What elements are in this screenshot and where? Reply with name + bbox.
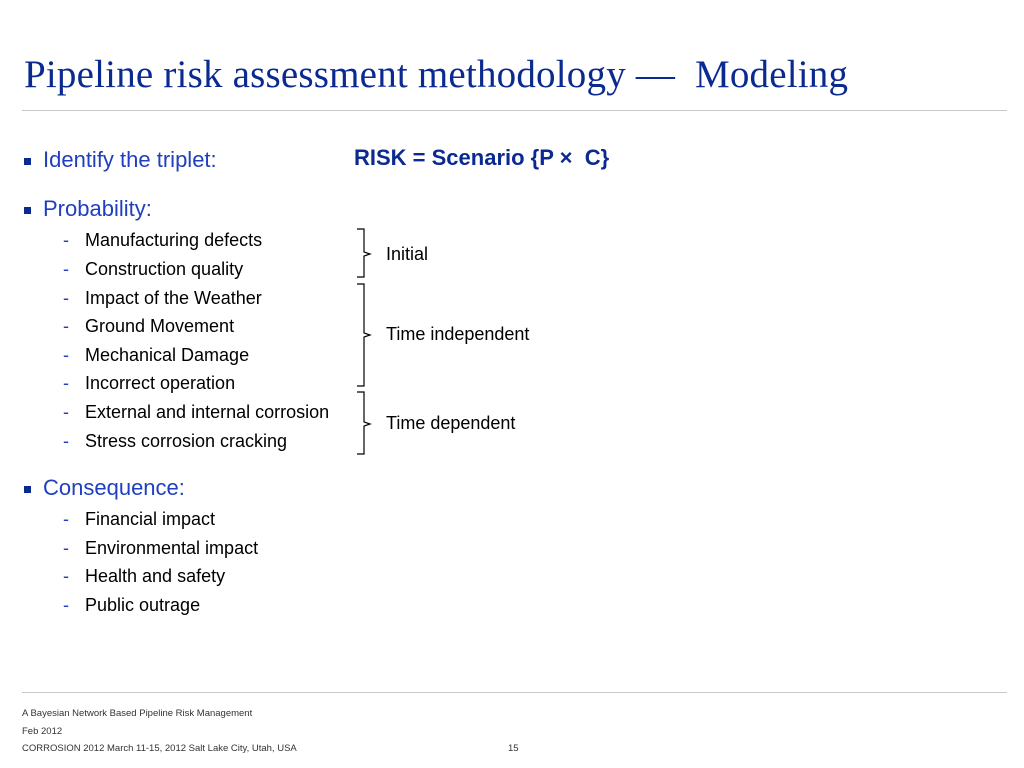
list-item-text: Stress corrosion cracking [85,431,288,451]
bullet-consequence [24,475,185,501]
list-item: - Health and safety [63,566,226,586]
list-item: - Construction quality [63,259,244,279]
page-number: 15 [508,743,519,754]
list-item: - Environmental impact [63,538,259,558]
list-item-text: Ground Movement [85,316,235,336]
bullet-square-icon [24,158,31,165]
list-item: - Manufacturing defects [63,230,263,250]
list-item-text: Public outrage [85,595,201,615]
bullet-probability [24,196,152,222]
list-item-text: Construction quality [85,259,244,279]
list-item-text: Environmental impact [85,538,259,558]
list-item-text: Manufacturing defects [85,230,263,250]
list-item: - Ground Movement [63,316,235,336]
list-item-text: Health and safety [85,566,226,586]
slide-title: Pipeline risk assessment methodology — Modeling [24,53,849,96]
list-item: - Impact of the Weather [63,288,262,308]
list-item-text: Financial impact [85,509,216,529]
bullet-label: Consequence: [43,475,185,500]
list-item-text: Incorrect operation [85,373,236,393]
list-item: - Incorrect operation [63,373,236,393]
list-item: - Public outrage [63,595,201,615]
list-item: - Stress corrosion cracking [63,431,288,451]
footer-conference: CORROSION 2012 March 11-15, 2012 Salt Lake City, Utah, USA [22,743,297,754]
list-item-text: External and internal corrosion [85,402,330,422]
risk-formula: RISK = Scenario {P × C} [354,145,610,170]
list-item-text: Mechanical Damage [85,345,250,365]
bullet-label: Probability: [43,196,152,221]
footer-divider [22,692,1007,693]
footer-presentation-title: A Bayesian Network Based Pipeline Risk Management [22,708,253,719]
group-label-initial: Initial [386,244,429,264]
brace-time-independent [355,283,385,387]
group-label-time-independent: Time independent [386,324,530,344]
list-item: - External and internal corrosion [63,402,330,422]
footer-date: Feb 2012 [22,726,63,737]
group-label-time-dependent: Time dependent [386,413,516,433]
list-item-text: Impact of the Weather [85,288,262,308]
bullet-label: Identify the triplet: [43,147,217,172]
list-item: - Mechanical Damage [63,345,250,365]
brace-initial [355,228,385,278]
list-item: - Financial impact [63,509,216,529]
bullet-identify-triplet [24,147,217,173]
brace-time-dependent [355,391,385,455]
bullet-square-icon [24,486,31,493]
title-divider [22,110,1007,111]
bullet-square-icon [24,207,31,214]
